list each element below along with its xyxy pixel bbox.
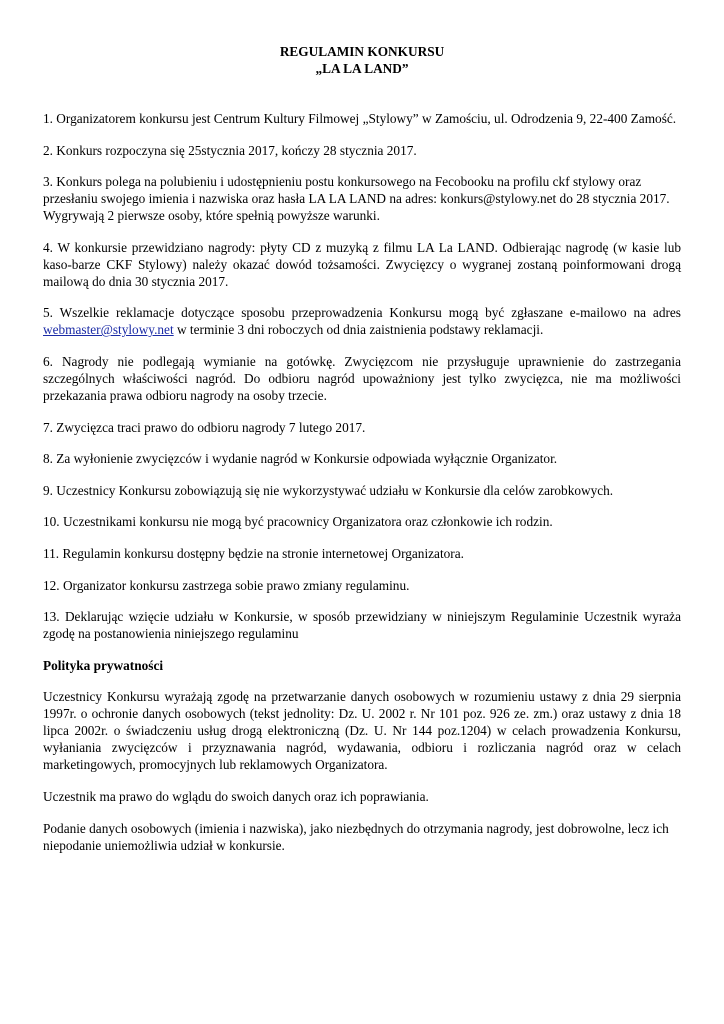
rule-4: 4. W konkursie przewidziano nagrody: płyty CD z muzyką z filmu LA La LAND. Odbierając nagrodę (w kasie lub kaso-barze CKF Stylowy) należy okazać dowód tożsamości. Zwycięzcy o wygranej zostaną poinformowani drogą mailową do dnia 30 stycznia 2017. (43, 239, 681, 289)
privacy-paragraph-2: Uczestnik ma prawo do wglądu do swoich danych oraz ich poprawiania. (43, 788, 429, 804)
rule-9: 9. Uczestnicy Konkursu zobowiązują się nie wykorzystywać udziału w Konkursie dla celów zarobkowych. (43, 482, 614, 498)
rule-6: 6. Nagrody nie podlegają wymianie na gotówkę. Zwycięzcom nie przysługuje uprawnienie do zastrzegania szczególnych właściwości nagród. Do odbioru nagród upoważniony jest tylko zwycięzca, nie ma możliwości przekazania prawa odbioru nagrody na osoby trzecie. (43, 353, 681, 403)
rule-11: 11. Regulamin konkursu dostępny będzie na stronie internetowej Organizatora. (43, 545, 464, 561)
privacy-paragraph-1: Uczestnicy Konkursu wyrażają zgodę na przetwarzanie danych osobowych w rozumieniu ustawy z dnia 29 sierpnia 1997r. o ochronie danych osobowych (tekst jednolity: Dz. U. 2002 r. Nr 101 poz. 926 ze. zm.) oraz ustawy z dnia 18 lipca 2002r. o świadczeniu usług drogą elektroniczną (Dz. U. Nr 144 poz.1204) w celach prowadzenia Konkursu, wyłaniania zwycięzców i przyznawania nagród, wydawania, odbioru i rozliczania nagród oraz w celach marketingowych, promocyjnych lub reklamowych Organizatora. (43, 689, 681, 773)
rule-2: 2. Konkurs rozpoczyna się 25stycznia 2017, kończy 28 stycznia 2017. (43, 142, 417, 158)
rule-5 (43, 304, 681, 338)
rule-13: 13. Deklarując wzięcie udziału w Konkursie, w sposób przewidziany w niniejszym Regulaminie Uczestnik wyraża zgodę na postanowienia niniejszego regulaminu (43, 609, 681, 642)
rule-3: 3. Konkurs polega na polubieniu i udostępnieniu postu konkursowego na Fecobooku na profilu ckf stylowy oraz przesłaniu swojego imienia i nazwiska oraz hasła LA LA LAND na adres: konkurs@stylowy.net do 28 stycznia 2017. Wygrywają 2 pierwsze osoby, które spełnią powyższe warunki. (43, 174, 670, 224)
rule-7: 7. Zwycięzca traci prawo do odbioru nagrody 7 lutego 2017. (43, 419, 366, 435)
rule-1: 1. Organizatorem konkursu jest Centrum Kultury Filmowej „Stylowy” w Zamościu, ul. Odrodzenia 9, 22-400 Zamość. (43, 111, 677, 126)
rule-10: 10. Uczestnikami konkursu nie mogą być pracownicy Organizatora oraz członkowie ich rodzin. (43, 514, 553, 530)
rule-5-text-before: 5. Wszelkie reklamacje dotyczące sposobu przeprowadzenia Konkursu mogą być zgłaszane e-mailowo na adres (43, 305, 681, 321)
privacy-paragraph-3: Podanie danych osobowych (imienia i nazwiska), jako niezbędnych do otrzymania nagrody, jest dobrowolne, lecz ich niepodanie uniemożliwia udział w konkursie. (43, 820, 669, 853)
document-title: REGULAMIN KONKURSU (279, 44, 445, 59)
webmaster-email-link[interactable]: webmaster@stylowy.net (43, 322, 174, 338)
document-subtitle: „LA LA LAND” (315, 61, 409, 76)
title-block (43, 43, 681, 77)
privacy-heading: Polityka prywatności (43, 657, 164, 673)
rule-12: 12. Organizator konkursu zastrzega sobie prawo zmiany regulaminu. (43, 577, 410, 593)
rule-5-text-after: w terminie 3 dni roboczych od dnia zaistnienia podstawy reklamacji. (173, 322, 544, 338)
rule-8: 8. Za wyłonienie zwycięzców i wydanie nagród w Konkursie odpowiada wyłącznie Organizator. (43, 451, 558, 467)
